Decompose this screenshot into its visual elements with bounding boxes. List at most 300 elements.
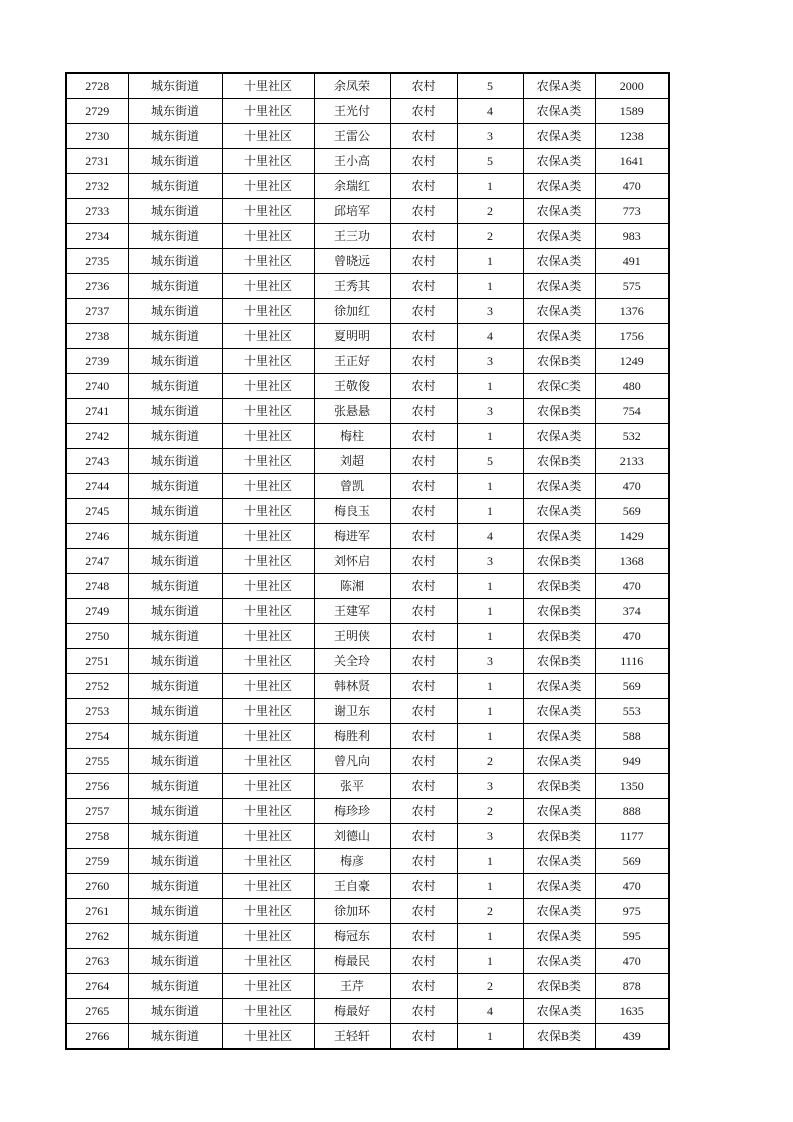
cell-person-name: 曾晓远 bbox=[314, 249, 390, 274]
cell-person-name: 徐加红 bbox=[314, 299, 390, 324]
cell-amount: 470 bbox=[595, 949, 669, 974]
table-row bbox=[66, 374, 669, 399]
table-row bbox=[66, 549, 669, 574]
cell-serial-number: 2764 bbox=[66, 974, 128, 999]
cell-community: 十里社区 bbox=[222, 274, 314, 299]
table-row bbox=[66, 824, 669, 849]
cell-amount: 374 bbox=[595, 599, 669, 624]
cell-household-type: 农村 bbox=[390, 99, 457, 124]
cell-community: 十里社区 bbox=[222, 474, 314, 499]
cell-person-count: 2 bbox=[457, 224, 523, 249]
cell-community: 十里社区 bbox=[222, 774, 314, 799]
cell-serial-number: 2729 bbox=[66, 99, 128, 124]
cell-amount: 470 bbox=[595, 624, 669, 649]
cell-serial-number: 2734 bbox=[66, 224, 128, 249]
cell-street: 城东街道 bbox=[128, 674, 222, 699]
cell-serial-number: 2732 bbox=[66, 174, 128, 199]
cell-person-count: 1 bbox=[457, 574, 523, 599]
cell-household-type: 农村 bbox=[390, 599, 457, 624]
cell-amount: 595 bbox=[595, 924, 669, 949]
table-row bbox=[66, 874, 669, 899]
cell-serial-number: 2756 bbox=[66, 774, 128, 799]
cell-street: 城东街道 bbox=[128, 149, 222, 174]
cell-street: 城东街道 bbox=[128, 524, 222, 549]
cell-insurance-class: 农保A类 bbox=[523, 174, 595, 199]
cell-person-count: 1 bbox=[457, 174, 523, 199]
cell-person-count: 1 bbox=[457, 699, 523, 724]
cell-serial-number: 2766 bbox=[66, 1024, 128, 1050]
cell-community: 十里社区 bbox=[222, 824, 314, 849]
cell-serial-number: 2755 bbox=[66, 749, 128, 774]
cell-community: 十里社区 bbox=[222, 224, 314, 249]
cell-street: 城东街道 bbox=[128, 474, 222, 499]
table-row bbox=[66, 474, 669, 499]
cell-community: 十里社区 bbox=[222, 174, 314, 199]
cell-serial-number: 2728 bbox=[66, 73, 128, 99]
cell-household-type: 农村 bbox=[390, 724, 457, 749]
table-row bbox=[66, 324, 669, 349]
cell-household-type: 农村 bbox=[390, 674, 457, 699]
cell-household-type: 农村 bbox=[390, 949, 457, 974]
cell-amount: 1350 bbox=[595, 774, 669, 799]
cell-street: 城东街道 bbox=[128, 349, 222, 374]
cell-insurance-class: 农保A类 bbox=[523, 124, 595, 149]
cell-household-type: 农村 bbox=[390, 799, 457, 824]
cell-street: 城东街道 bbox=[128, 174, 222, 199]
cell-community: 十里社区 bbox=[222, 374, 314, 399]
cell-person-count: 2 bbox=[457, 199, 523, 224]
cell-community: 十里社区 bbox=[222, 149, 314, 174]
cell-household-type: 农村 bbox=[390, 749, 457, 774]
cell-amount: 1756 bbox=[595, 324, 669, 349]
table-row bbox=[66, 499, 669, 524]
cell-insurance-class: 农保A类 bbox=[523, 149, 595, 174]
cell-insurance-class: 农保B类 bbox=[523, 449, 595, 474]
cell-household-type: 农村 bbox=[390, 174, 457, 199]
cell-person-name: 张平 bbox=[314, 774, 390, 799]
cell-household-type: 农村 bbox=[390, 399, 457, 424]
cell-amount: 1177 bbox=[595, 824, 669, 849]
cell-insurance-class: 农保B类 bbox=[523, 774, 595, 799]
cell-person-count: 2 bbox=[457, 799, 523, 824]
cell-insurance-class: 农保A类 bbox=[523, 849, 595, 874]
cell-serial-number: 2743 bbox=[66, 449, 128, 474]
cell-street: 城东街道 bbox=[128, 124, 222, 149]
cell-household-type: 农村 bbox=[390, 299, 457, 324]
cell-person-name: 余瑞红 bbox=[314, 174, 390, 199]
cell-person-name: 王轻轩 bbox=[314, 1024, 390, 1050]
table-row bbox=[66, 749, 669, 774]
cell-person-count: 3 bbox=[457, 549, 523, 574]
cell-community: 十里社区 bbox=[222, 1024, 314, 1050]
table-row bbox=[66, 599, 669, 624]
cell-person-name: 刘怀启 bbox=[314, 549, 390, 574]
table-row bbox=[66, 774, 669, 799]
cell-insurance-class: 农保A类 bbox=[523, 274, 595, 299]
cell-community: 十里社区 bbox=[222, 549, 314, 574]
cell-serial-number: 2739 bbox=[66, 349, 128, 374]
cell-person-name: 梅最好 bbox=[314, 999, 390, 1024]
table-row bbox=[66, 999, 669, 1024]
cell-street: 城东街道 bbox=[128, 549, 222, 574]
table-row bbox=[66, 424, 669, 449]
table-row bbox=[66, 99, 669, 124]
cell-street: 城东街道 bbox=[128, 949, 222, 974]
cell-serial-number: 2760 bbox=[66, 874, 128, 899]
cell-person-name: 谢卫东 bbox=[314, 699, 390, 724]
cell-household-type: 农村 bbox=[390, 73, 457, 99]
cell-community: 十里社区 bbox=[222, 324, 314, 349]
cell-person-name: 梅良玉 bbox=[314, 499, 390, 524]
cell-serial-number: 2753 bbox=[66, 699, 128, 724]
cell-person-name: 王芹 bbox=[314, 974, 390, 999]
cell-household-type: 农村 bbox=[390, 424, 457, 449]
cell-serial-number: 2748 bbox=[66, 574, 128, 599]
cell-serial-number: 2758 bbox=[66, 824, 128, 849]
cell-community: 十里社区 bbox=[222, 999, 314, 1024]
cell-community: 十里社区 bbox=[222, 674, 314, 699]
cell-insurance-class: 农保B类 bbox=[523, 399, 595, 424]
cell-person-count: 4 bbox=[457, 999, 523, 1024]
cell-serial-number: 2738 bbox=[66, 324, 128, 349]
cell-community: 十里社区 bbox=[222, 749, 314, 774]
cell-amount: 470 bbox=[595, 474, 669, 499]
cell-amount: 1635 bbox=[595, 999, 669, 1024]
cell-household-type: 农村 bbox=[390, 924, 457, 949]
cell-insurance-class: 农保C类 bbox=[523, 374, 595, 399]
table-row bbox=[66, 849, 669, 874]
cell-community: 十里社区 bbox=[222, 524, 314, 549]
cell-street: 城东街道 bbox=[128, 499, 222, 524]
cell-street: 城东街道 bbox=[128, 874, 222, 899]
cell-amount: 569 bbox=[595, 674, 669, 699]
cell-street: 城东街道 bbox=[128, 699, 222, 724]
table-row bbox=[66, 199, 669, 224]
cell-person-name: 王三功 bbox=[314, 224, 390, 249]
cell-amount: 2133 bbox=[595, 449, 669, 474]
cell-street: 城东街道 bbox=[128, 924, 222, 949]
cell-person-name: 王敬俊 bbox=[314, 374, 390, 399]
records-table-body bbox=[66, 73, 669, 1049]
cell-street: 城东街道 bbox=[128, 574, 222, 599]
cell-household-type: 农村 bbox=[390, 149, 457, 174]
cell-household-type: 农村 bbox=[390, 324, 457, 349]
cell-serial-number: 2763 bbox=[66, 949, 128, 974]
cell-person-name: 梅最民 bbox=[314, 949, 390, 974]
cell-amount: 1116 bbox=[595, 649, 669, 674]
table-row bbox=[66, 624, 669, 649]
cell-insurance-class: 农保A类 bbox=[523, 724, 595, 749]
table-row bbox=[66, 724, 669, 749]
cell-community: 十里社区 bbox=[222, 974, 314, 999]
cell-amount: 491 bbox=[595, 249, 669, 274]
cell-person-name: 韩林贤 bbox=[314, 674, 390, 699]
cell-household-type: 农村 bbox=[390, 549, 457, 574]
cell-household-type: 农村 bbox=[390, 774, 457, 799]
cell-amount: 1641 bbox=[595, 149, 669, 174]
cell-insurance-class: 农保A类 bbox=[523, 799, 595, 824]
cell-serial-number: 2754 bbox=[66, 724, 128, 749]
cell-person-count: 1 bbox=[457, 374, 523, 399]
cell-person-count: 3 bbox=[457, 824, 523, 849]
cell-community: 十里社区 bbox=[222, 449, 314, 474]
cell-amount: 983 bbox=[595, 224, 669, 249]
cell-street: 城东街道 bbox=[128, 299, 222, 324]
table-row bbox=[66, 224, 669, 249]
cell-amount: 553 bbox=[595, 699, 669, 724]
cell-household-type: 农村 bbox=[390, 999, 457, 1024]
cell-person-name: 王自豪 bbox=[314, 874, 390, 899]
cell-amount: 2000 bbox=[595, 73, 669, 99]
cell-person-name: 刘德山 bbox=[314, 824, 390, 849]
cell-household-type: 农村 bbox=[390, 874, 457, 899]
cell-community: 十里社区 bbox=[222, 624, 314, 649]
cell-street: 城东街道 bbox=[128, 749, 222, 774]
cell-person-count: 3 bbox=[457, 774, 523, 799]
cell-serial-number: 2765 bbox=[66, 999, 128, 1024]
cell-household-type: 农村 bbox=[390, 699, 457, 724]
cell-street: 城东街道 bbox=[128, 624, 222, 649]
table-row bbox=[66, 1024, 669, 1050]
cell-street: 城东街道 bbox=[128, 274, 222, 299]
cell-household-type: 农村 bbox=[390, 374, 457, 399]
cell-person-name: 王建军 bbox=[314, 599, 390, 624]
cell-insurance-class: 农保B类 bbox=[523, 974, 595, 999]
table-row bbox=[66, 274, 669, 299]
cell-household-type: 农村 bbox=[390, 899, 457, 924]
cell-community: 十里社区 bbox=[222, 499, 314, 524]
cell-person-name: 王光付 bbox=[314, 99, 390, 124]
cell-insurance-class: 农保A类 bbox=[523, 949, 595, 974]
table-row bbox=[66, 349, 669, 374]
cell-street: 城东街道 bbox=[128, 249, 222, 274]
cell-person-name: 关全玲 bbox=[314, 649, 390, 674]
cell-serial-number: 2737 bbox=[66, 299, 128, 324]
cell-street: 城东街道 bbox=[128, 324, 222, 349]
table-row bbox=[66, 924, 669, 949]
cell-person-name: 王秀其 bbox=[314, 274, 390, 299]
cell-household-type: 农村 bbox=[390, 449, 457, 474]
cell-person-count: 1 bbox=[457, 499, 523, 524]
cell-community: 十里社区 bbox=[222, 599, 314, 624]
cell-community: 十里社区 bbox=[222, 99, 314, 124]
cell-person-count: 1 bbox=[457, 474, 523, 499]
table-row bbox=[66, 974, 669, 999]
cell-person-count: 1 bbox=[457, 274, 523, 299]
cell-insurance-class: 农保A类 bbox=[523, 999, 595, 1024]
table-row bbox=[66, 174, 669, 199]
cell-amount: 569 bbox=[595, 849, 669, 874]
cell-person-count: 1 bbox=[457, 849, 523, 874]
cell-person-name: 刘超 bbox=[314, 449, 390, 474]
cell-serial-number: 2745 bbox=[66, 499, 128, 524]
cell-person-count: 5 bbox=[457, 73, 523, 99]
cell-community: 十里社区 bbox=[222, 73, 314, 99]
table-row bbox=[66, 449, 669, 474]
cell-insurance-class: 农保A类 bbox=[523, 924, 595, 949]
cell-insurance-class: 农保A类 bbox=[523, 674, 595, 699]
cell-amount: 575 bbox=[595, 274, 669, 299]
cell-serial-number: 2744 bbox=[66, 474, 128, 499]
cell-person-count: 1 bbox=[457, 424, 523, 449]
cell-serial-number: 2733 bbox=[66, 199, 128, 224]
cell-amount: 888 bbox=[595, 799, 669, 824]
cell-person-name: 王雷公 bbox=[314, 124, 390, 149]
cell-serial-number: 2730 bbox=[66, 124, 128, 149]
cell-insurance-class: 农保A类 bbox=[523, 424, 595, 449]
cell-person-name: 梅彦 bbox=[314, 849, 390, 874]
cell-person-name: 梅冠东 bbox=[314, 924, 390, 949]
cell-person-count: 1 bbox=[457, 599, 523, 624]
cell-person-count: 1 bbox=[457, 924, 523, 949]
cell-person-name: 梅进军 bbox=[314, 524, 390, 549]
cell-community: 十里社区 bbox=[222, 724, 314, 749]
cell-person-count: 4 bbox=[457, 324, 523, 349]
cell-amount: 470 bbox=[595, 174, 669, 199]
cell-insurance-class: 农保B类 bbox=[523, 649, 595, 674]
table-row bbox=[66, 249, 669, 274]
cell-street: 城东街道 bbox=[128, 224, 222, 249]
cell-amount: 480 bbox=[595, 374, 669, 399]
cell-serial-number: 2741 bbox=[66, 399, 128, 424]
cell-insurance-class: 农保A类 bbox=[523, 874, 595, 899]
cell-amount: 470 bbox=[595, 574, 669, 599]
cell-street: 城东街道 bbox=[128, 399, 222, 424]
cell-person-count: 1 bbox=[457, 1024, 523, 1050]
cell-serial-number: 2749 bbox=[66, 599, 128, 624]
cell-serial-number: 2759 bbox=[66, 849, 128, 874]
cell-household-type: 农村 bbox=[390, 249, 457, 274]
cell-serial-number: 2742 bbox=[66, 424, 128, 449]
cell-community: 十里社区 bbox=[222, 574, 314, 599]
cell-amount: 1249 bbox=[595, 349, 669, 374]
cell-amount: 532 bbox=[595, 424, 669, 449]
cell-insurance-class: 农保A类 bbox=[523, 524, 595, 549]
cell-community: 十里社区 bbox=[222, 874, 314, 899]
cell-community: 十里社区 bbox=[222, 799, 314, 824]
cell-street: 城东街道 bbox=[128, 899, 222, 924]
cell-person-count: 1 bbox=[457, 674, 523, 699]
cell-street: 城东街道 bbox=[128, 99, 222, 124]
cell-amount: 949 bbox=[595, 749, 669, 774]
cell-household-type: 农村 bbox=[390, 274, 457, 299]
cell-insurance-class: 农保A类 bbox=[523, 99, 595, 124]
cell-serial-number: 2746 bbox=[66, 524, 128, 549]
cell-person-count: 1 bbox=[457, 724, 523, 749]
cell-insurance-class: 农保B类 bbox=[523, 824, 595, 849]
cell-person-name: 曾凯 bbox=[314, 474, 390, 499]
table-row bbox=[66, 299, 669, 324]
cell-person-count: 5 bbox=[457, 449, 523, 474]
cell-street: 城东街道 bbox=[128, 799, 222, 824]
cell-insurance-class: 农保A类 bbox=[523, 324, 595, 349]
cell-amount: 975 bbox=[595, 899, 669, 924]
cell-community: 十里社区 bbox=[222, 399, 314, 424]
cell-street: 城东街道 bbox=[128, 999, 222, 1024]
cell-household-type: 农村 bbox=[390, 474, 457, 499]
cell-household-type: 农村 bbox=[390, 849, 457, 874]
cell-serial-number: 2752 bbox=[66, 674, 128, 699]
cell-community: 十里社区 bbox=[222, 899, 314, 924]
cell-insurance-class: 农保A类 bbox=[523, 699, 595, 724]
cell-person-count: 2 bbox=[457, 974, 523, 999]
cell-amount: 773 bbox=[595, 199, 669, 224]
table-row bbox=[66, 524, 669, 549]
cell-person-count: 2 bbox=[457, 899, 523, 924]
cell-amount: 1238 bbox=[595, 124, 669, 149]
cell-street: 城东街道 bbox=[128, 649, 222, 674]
cell-person-count: 1 bbox=[457, 949, 523, 974]
cell-insurance-class: 农保A类 bbox=[523, 749, 595, 774]
cell-street: 城东街道 bbox=[128, 824, 222, 849]
cell-insurance-class: 农保A类 bbox=[523, 299, 595, 324]
cell-community: 十里社区 bbox=[222, 199, 314, 224]
cell-person-name: 梅胜利 bbox=[314, 724, 390, 749]
cell-person-name: 夏明明 bbox=[314, 324, 390, 349]
cell-amount: 878 bbox=[595, 974, 669, 999]
cell-serial-number: 2761 bbox=[66, 899, 128, 924]
cell-household-type: 农村 bbox=[390, 1024, 457, 1050]
cell-person-count: 3 bbox=[457, 399, 523, 424]
cell-insurance-class: 农保A类 bbox=[523, 73, 595, 99]
cell-insurance-class: 农保B类 bbox=[523, 349, 595, 374]
records-table bbox=[65, 72, 670, 1050]
cell-street: 城东街道 bbox=[128, 1024, 222, 1050]
cell-person-count: 4 bbox=[457, 99, 523, 124]
cell-community: 十里社区 bbox=[222, 949, 314, 974]
cell-person-count: 3 bbox=[457, 124, 523, 149]
cell-person-name: 梅柱 bbox=[314, 424, 390, 449]
cell-serial-number: 2747 bbox=[66, 549, 128, 574]
table-row bbox=[66, 674, 669, 699]
cell-household-type: 农村 bbox=[390, 974, 457, 999]
cell-serial-number: 2757 bbox=[66, 799, 128, 824]
cell-insurance-class: 农保B类 bbox=[523, 599, 595, 624]
cell-amount: 1376 bbox=[595, 299, 669, 324]
cell-person-name: 曾凡向 bbox=[314, 749, 390, 774]
cell-household-type: 农村 bbox=[390, 624, 457, 649]
table-row bbox=[66, 899, 669, 924]
cell-person-count: 4 bbox=[457, 524, 523, 549]
cell-amount: 439 bbox=[595, 1024, 669, 1050]
cell-street: 城东街道 bbox=[128, 774, 222, 799]
cell-serial-number: 2751 bbox=[66, 649, 128, 674]
cell-insurance-class: 农保A类 bbox=[523, 899, 595, 924]
cell-amount: 588 bbox=[595, 724, 669, 749]
cell-street: 城东街道 bbox=[128, 73, 222, 99]
cell-household-type: 农村 bbox=[390, 824, 457, 849]
cell-serial-number: 2750 bbox=[66, 624, 128, 649]
table-row bbox=[66, 124, 669, 149]
cell-amount: 1429 bbox=[595, 524, 669, 549]
table-row bbox=[66, 949, 669, 974]
table-row bbox=[66, 73, 669, 99]
cell-street: 城东街道 bbox=[128, 374, 222, 399]
cell-insurance-class: 农保A类 bbox=[523, 499, 595, 524]
cell-community: 十里社区 bbox=[222, 699, 314, 724]
cell-person-name: 王明侠 bbox=[314, 624, 390, 649]
cell-household-type: 农村 bbox=[390, 524, 457, 549]
cell-street: 城东街道 bbox=[128, 599, 222, 624]
cell-person-name: 余凤荣 bbox=[314, 73, 390, 99]
cell-community: 十里社区 bbox=[222, 349, 314, 374]
cell-serial-number: 2762 bbox=[66, 924, 128, 949]
cell-insurance-class: 农保A类 bbox=[523, 199, 595, 224]
table-row bbox=[66, 399, 669, 424]
cell-household-type: 农村 bbox=[390, 649, 457, 674]
cell-person-name: 王小高 bbox=[314, 149, 390, 174]
cell-person-count: 3 bbox=[457, 349, 523, 374]
